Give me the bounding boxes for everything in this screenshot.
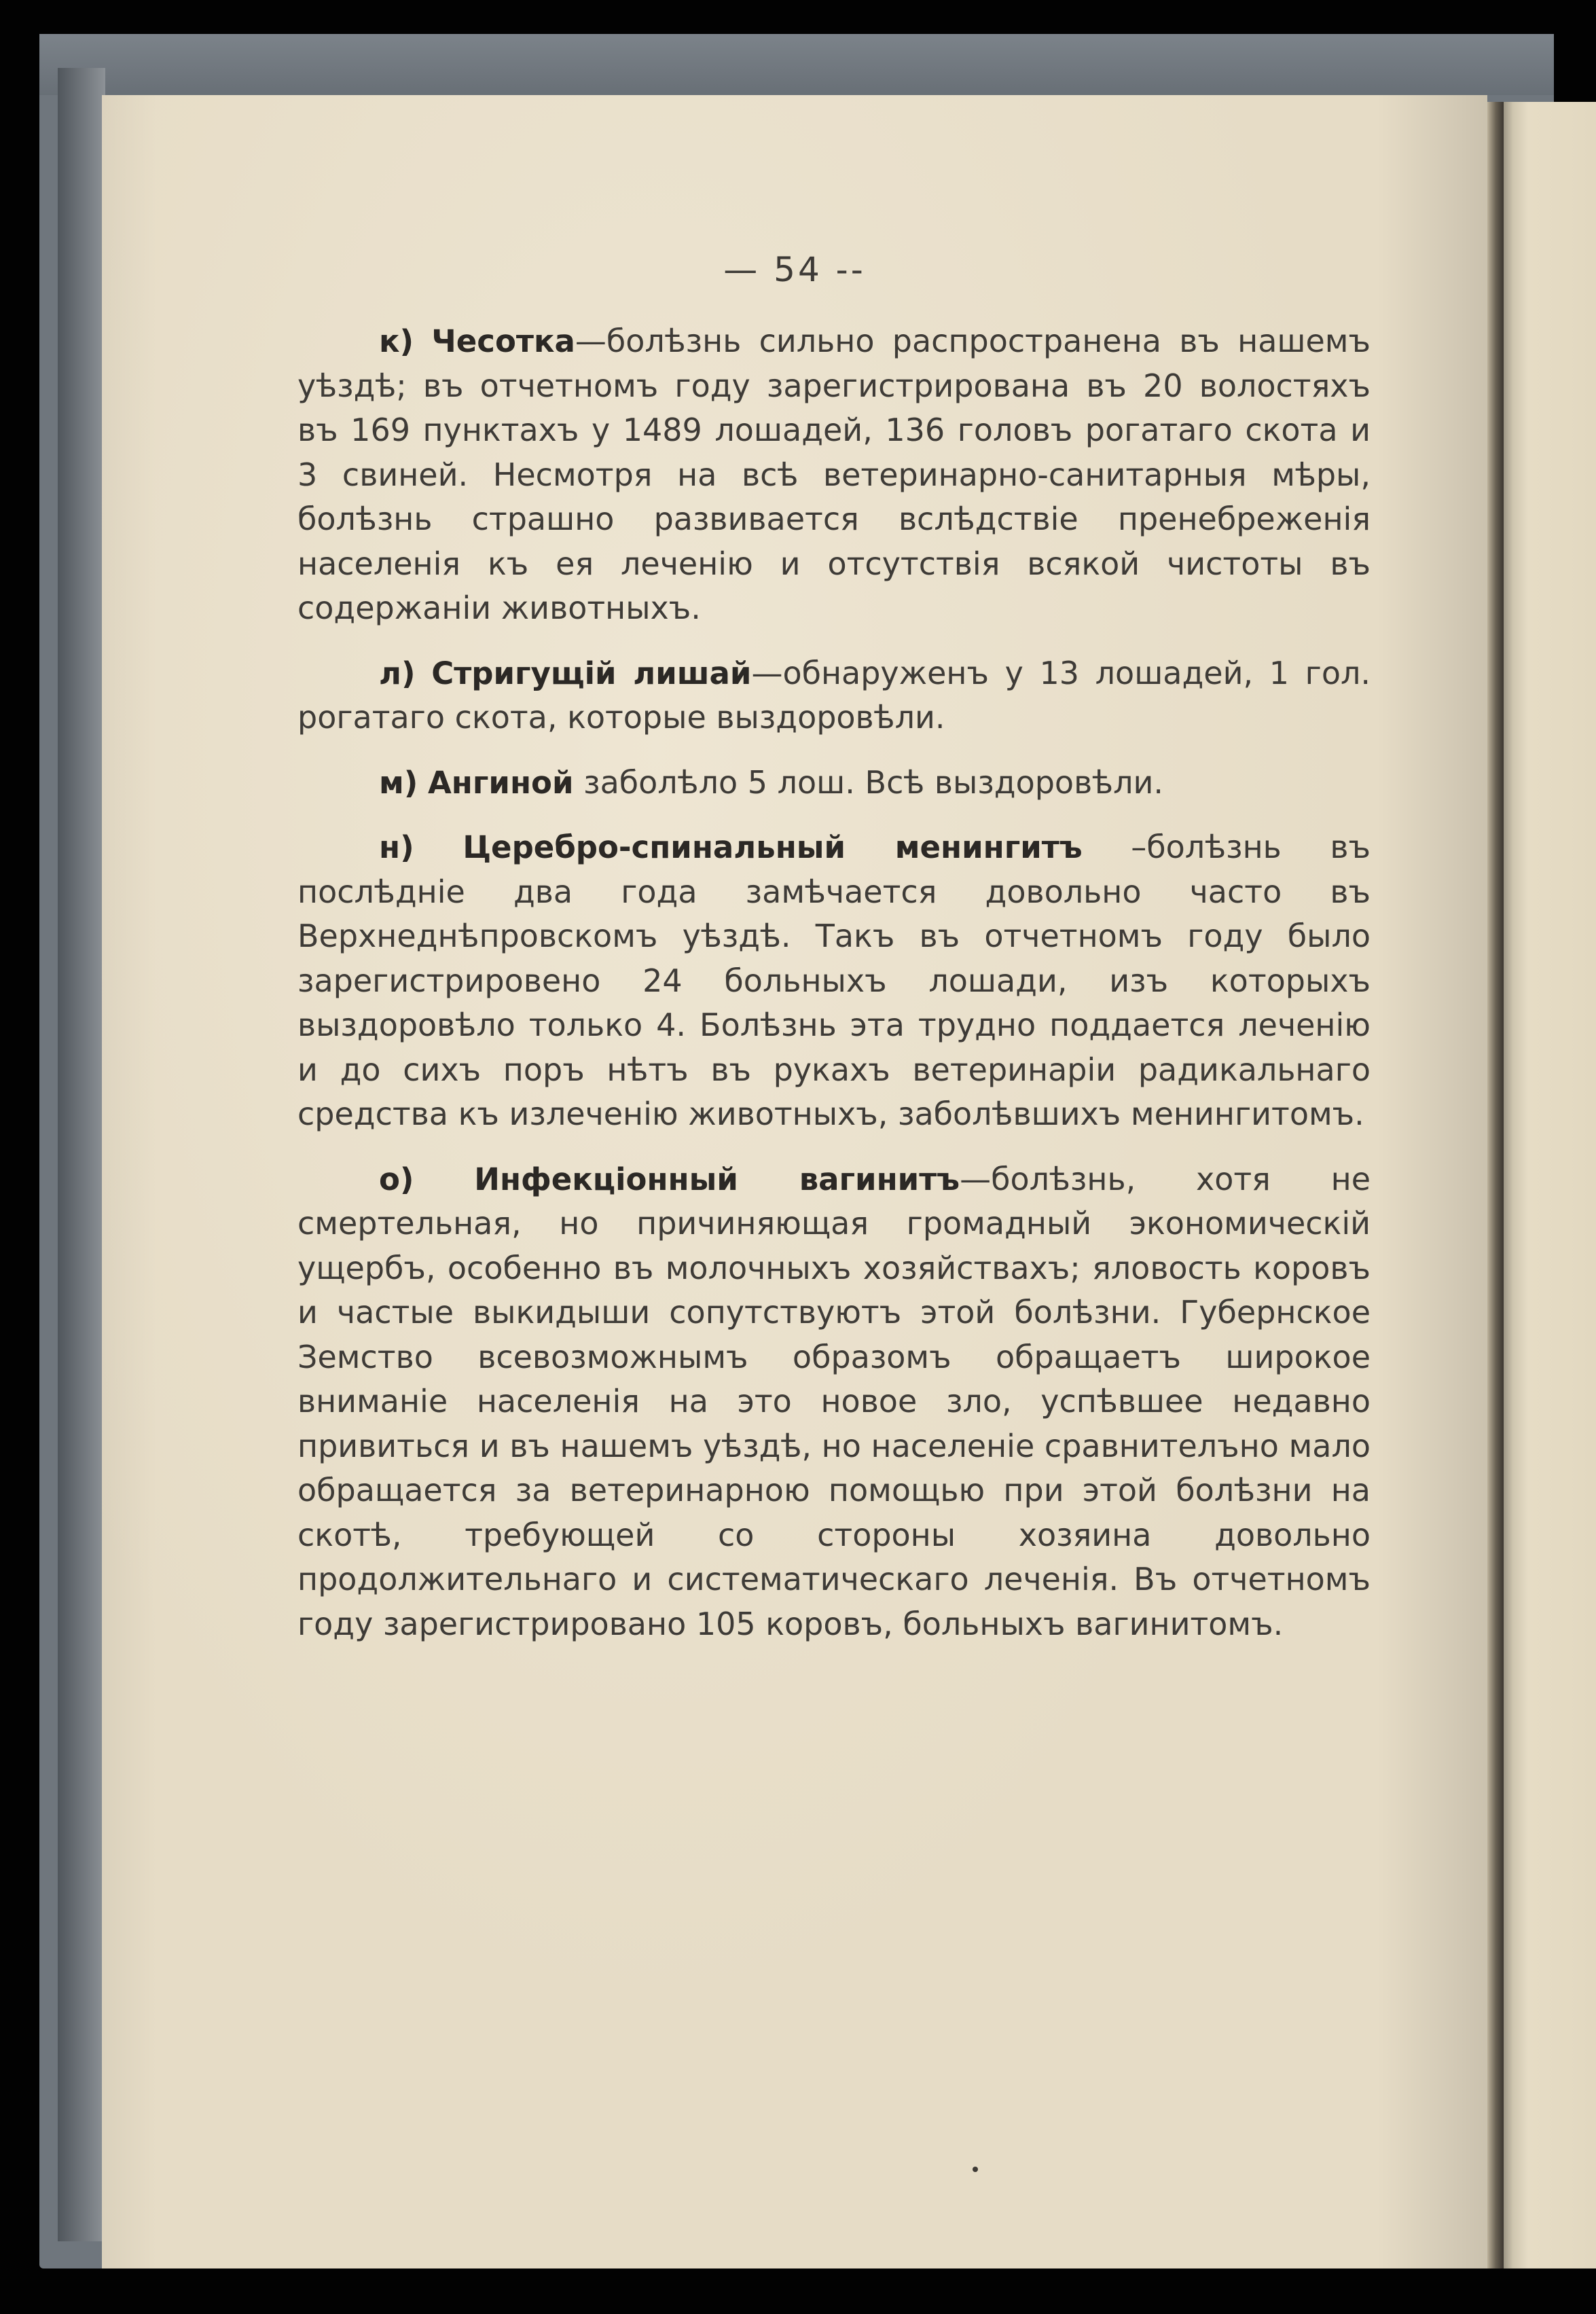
paragraph-body: —обнаруженъ у 13 лошадей, 1 гол. рогатаго скота, которые выздоровѣли. <box>297 654 1371 736</box>
page-number: — 54 -- <box>723 250 866 289</box>
book-spine-shadow <box>58 68 105 2241</box>
page-fold-shadow <box>1486 102 1504 2268</box>
paragraph-letter: к) <box>379 323 414 359</box>
page-body-text <box>297 319 1371 1646</box>
facing-page-edge <box>1501 102 1596 2268</box>
paragraph-l <box>297 651 1371 740</box>
paragraph-n <box>297 825 1371 1137</box>
paragraph-m <box>297 761 1371 806</box>
paragraph-o <box>297 1157 1371 1647</box>
paragraph-heading: Церебро-спинальный менингитъ <box>463 829 1083 865</box>
paragraph-heading: Инфекціонный вагинитъ <box>474 1161 960 1197</box>
ink-speck <box>973 2167 978 2172</box>
paragraph-letter: н) <box>379 829 414 865</box>
paragraph-heading: Чесотка <box>431 323 575 359</box>
paragraph-letter: л) <box>379 655 416 691</box>
paragraph-body: —болѣзнь сильно распространена въ нашемъ уѣздѣ; въ отчетномъ году зарегистрирована въ 20 волостяхъ въ 169 пунктахъ у 1489 лошадей, 136 головъ рогатаго скота и 3 свиней. Несмотря на всѣ ветеринарно-санитарныя мѣры, болѣзнь страшно развивается вслѣдствіе пренебреженія населенія къ ея леченію и отсутствія всякой чистоты въ содержаніи животныхъ. <box>297 323 1371 626</box>
paragraph-k <box>297 319 1371 631</box>
paragraph-heading: Стригущій лишай <box>431 655 752 691</box>
paragraph-body: —болѣзнь, хотя не смертельная, но причиняющая громадный экономическій ущербъ, особенно въ молочныхъ хозяйствахъ; яловость коровъ и частые выкидыши сопутствуютъ этой болѣзни. Губернское Земство всевозможнымъ образомъ обращаетъ широкое вниманіе населенія на это новое зло, успѣвшее недавно привиться и въ нашемъ уѣздѣ, но населеніе сравнителъно мало обращается за ветеринарною помощью при этой болѣзни на скотѣ, требующей со стороны хозяина довольно продолжительнаго и систематическаго леченія. Въ отчетномъ году зарегистрировано 105 коровъ, больныхъ вагинитомъ. <box>297 1160 1371 1642</box>
paragraph-letter: о) <box>379 1161 414 1197</box>
paragraph-body: заболѣло 5 лош. Всѣ выздоровѣли. <box>583 763 1164 801</box>
book-cover-top-edge <box>39 34 1554 95</box>
paragraph-body: –болѣзнь въ послѣдніе два года замѣчается довольно часто въ Верхнеднѣпровскомъ уѣздѣ. Такъ въ отчетномъ году было зарегистрировено 24 больныхъ лошади, изъ которыхъ выздоровѣло только 4. Болѣзнь эта трудно поддается леченію и до сихъ поръ нѣтъ въ рукахъ ветеринаріи радикальнаго средства къ излеченію животныхъ, заболѣвшихъ менингитомъ. <box>297 829 1371 1132</box>
paragraph-letter: м) <box>379 764 418 801</box>
paragraph-heading: Ангиной <box>427 764 574 801</box>
